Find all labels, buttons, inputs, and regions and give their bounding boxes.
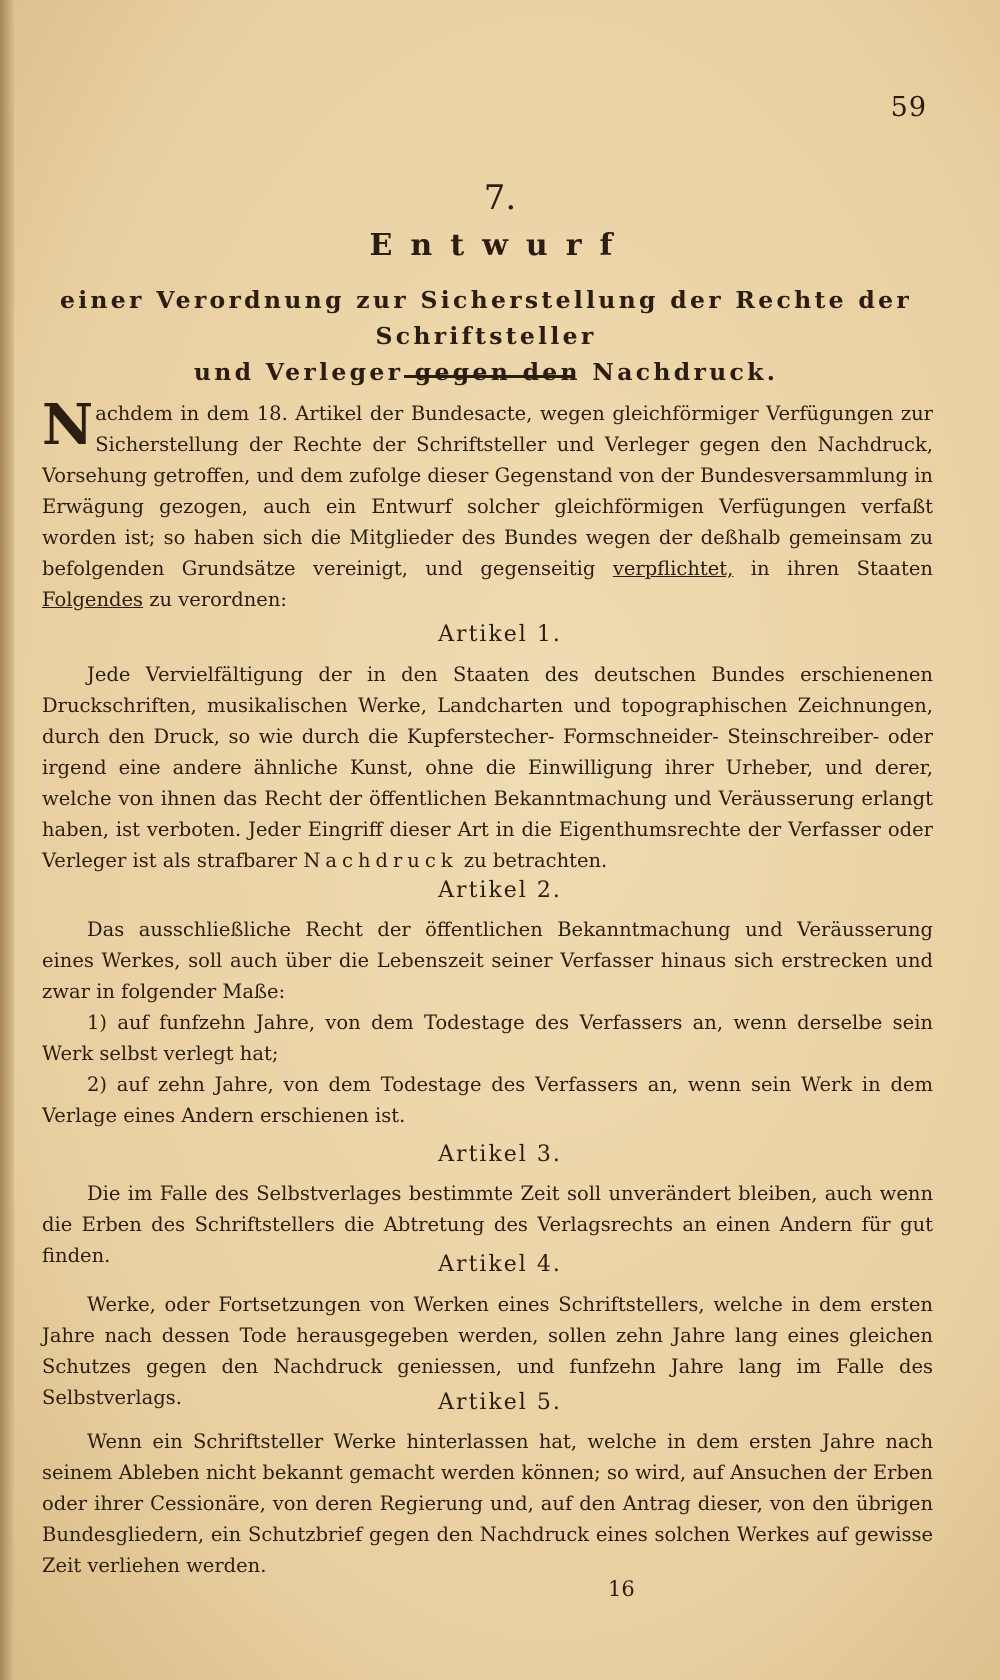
preamble-text: achdem in dem 18. Artikel der Bundesacte, wegen gleichförmiger Verfügungen zur Sicherstellung der Rechte der Schriftsteller und Verleger gegen den Nachdruck, Vorsehung getroffen, und dem zufolge dieser Gegenstand von der Bundesversammlung in Erwägung gezogen, auch ein Entwurf solcher gleichförmigen Verfügungen verfaßt worden ist; so haben sich die Mitglieder des Bundes wegen der deßhalb gemeinsam zu befolgenden Grundsätze vereinigt, und gegenseitig [42, 402, 933, 580]
article-5-body [42, 1426, 933, 1581]
preamble-underline-1: verpflichtet, [612, 557, 734, 580]
subtitle-line-2: und Verleger gegen den Nachdruck. [193, 358, 779, 386]
article-2-item-1: 1) auf funfzehn Jahre, von dem Todestage des Verfassers an, wenn derselbe sein Werk selbst verlegt hat; [42, 1011, 933, 1065]
article-1-spaced-word: Nachdruck [303, 849, 458, 872]
article-1-text: Jede Vervielfältigung der in den Staaten des deutschen Bundes erschienenen Druckschriften, musikalischen Werke, Landcharten und topographischen Zeichnungen, durch den Druck, so wie durch die Kupferstecher- Formschneider- Steinschreiber- oder irgend eine andere ähnliche Kunst, ohne die Einwilligung ihrer Urheber, und derer, welche von ihnen das Recht der öffentlichen Bekanntmachung und Veräusserung erlangt haben, ist verboten. Jeder Eingriff dieser Art in die Eigenthumsrechte der Verfasser oder Verleger ist als strafbarer [42, 663, 933, 872]
section-number: 7. [483, 178, 517, 218]
article-5-heading: Artikel 5. [438, 1390, 562, 1415]
article-2-body [42, 914, 933, 1131]
preamble-underline-2: Folgendes [42, 588, 144, 611]
document-subtitle [36, 282, 936, 390]
preamble-dropcap: N [42, 392, 94, 458]
subtitle-line-1: einer Verordnung zur Sicherstellung der Rechte der Schriftsteller [59, 286, 913, 350]
printer-signature-mark: 16 [608, 1577, 635, 1601]
article-2-item-2: 2) auf zehn Jahre, von dem Todestage des Verfassers an, wenn sein Werk in dem Verlage eines Andern erschienen ist. [42, 1073, 933, 1127]
title-divider [404, 375, 574, 378]
article-4-heading: Artikel 4. [438, 1252, 562, 1277]
article-2-text: Das ausschließliche Recht der öffentlichen Bekanntmachung und Veräusserung eines Werkes, soll auch über die Lebenszeit seiner Verfasser hinaus sich erstrecken und zwar in folgender Maße: [42, 918, 933, 1003]
page-number: 59 [890, 92, 927, 123]
article-2-heading: Artikel 2. [438, 878, 562, 903]
article-3-text: Die im Falle des Selbstverlages bestimmte Zeit soll unverändert bleiben, auch wenn die Erben des Schriftstellers die Abtretung des Verlagsrechts an einen Andern für gut finden. [42, 1182, 933, 1267]
article-1-body [42, 659, 933, 876]
article-5-text: Wenn ein Schriftsteller Werke hinterlassen hat, welche in dem ersten Jahre nach seinem Ableben nicht bekannt gemacht werden können; so wird, auf Ansuchen der Erben oder ihrer Cessionäre, von deren Regierung und, auf den Antrag dieser, von den übrigen Bundesgliedern, ein Schutzbrief gegen den Nachdruck eines solchen Werkes auf gewisse Zeit verliehen werden. [42, 1430, 933, 1577]
preamble-paragraph [42, 392, 933, 615]
document-title: Entwurf [369, 228, 631, 263]
article-1-heading: Artikel 1. [438, 622, 562, 647]
preamble-text-end: zu verordnen: [143, 588, 287, 611]
article-4-text: Werke, oder Fortsetzungen von Werken eines Schriftstellers, welche in dem ersten Jahre nach dessen Tode herausgegeben werden, sollen zehn Jahre lang eines gleichen Schutzes gegen den Nachdruck geniessen, und funfzehn Jahre lang im Falle des Selbstverlags. [42, 1293, 933, 1409]
article-1-text-end: zu betrachten. [457, 849, 608, 872]
preamble-text-between: in ihren Staaten [733, 557, 933, 580]
article-3-heading: Artikel 3. [438, 1142, 562, 1167]
